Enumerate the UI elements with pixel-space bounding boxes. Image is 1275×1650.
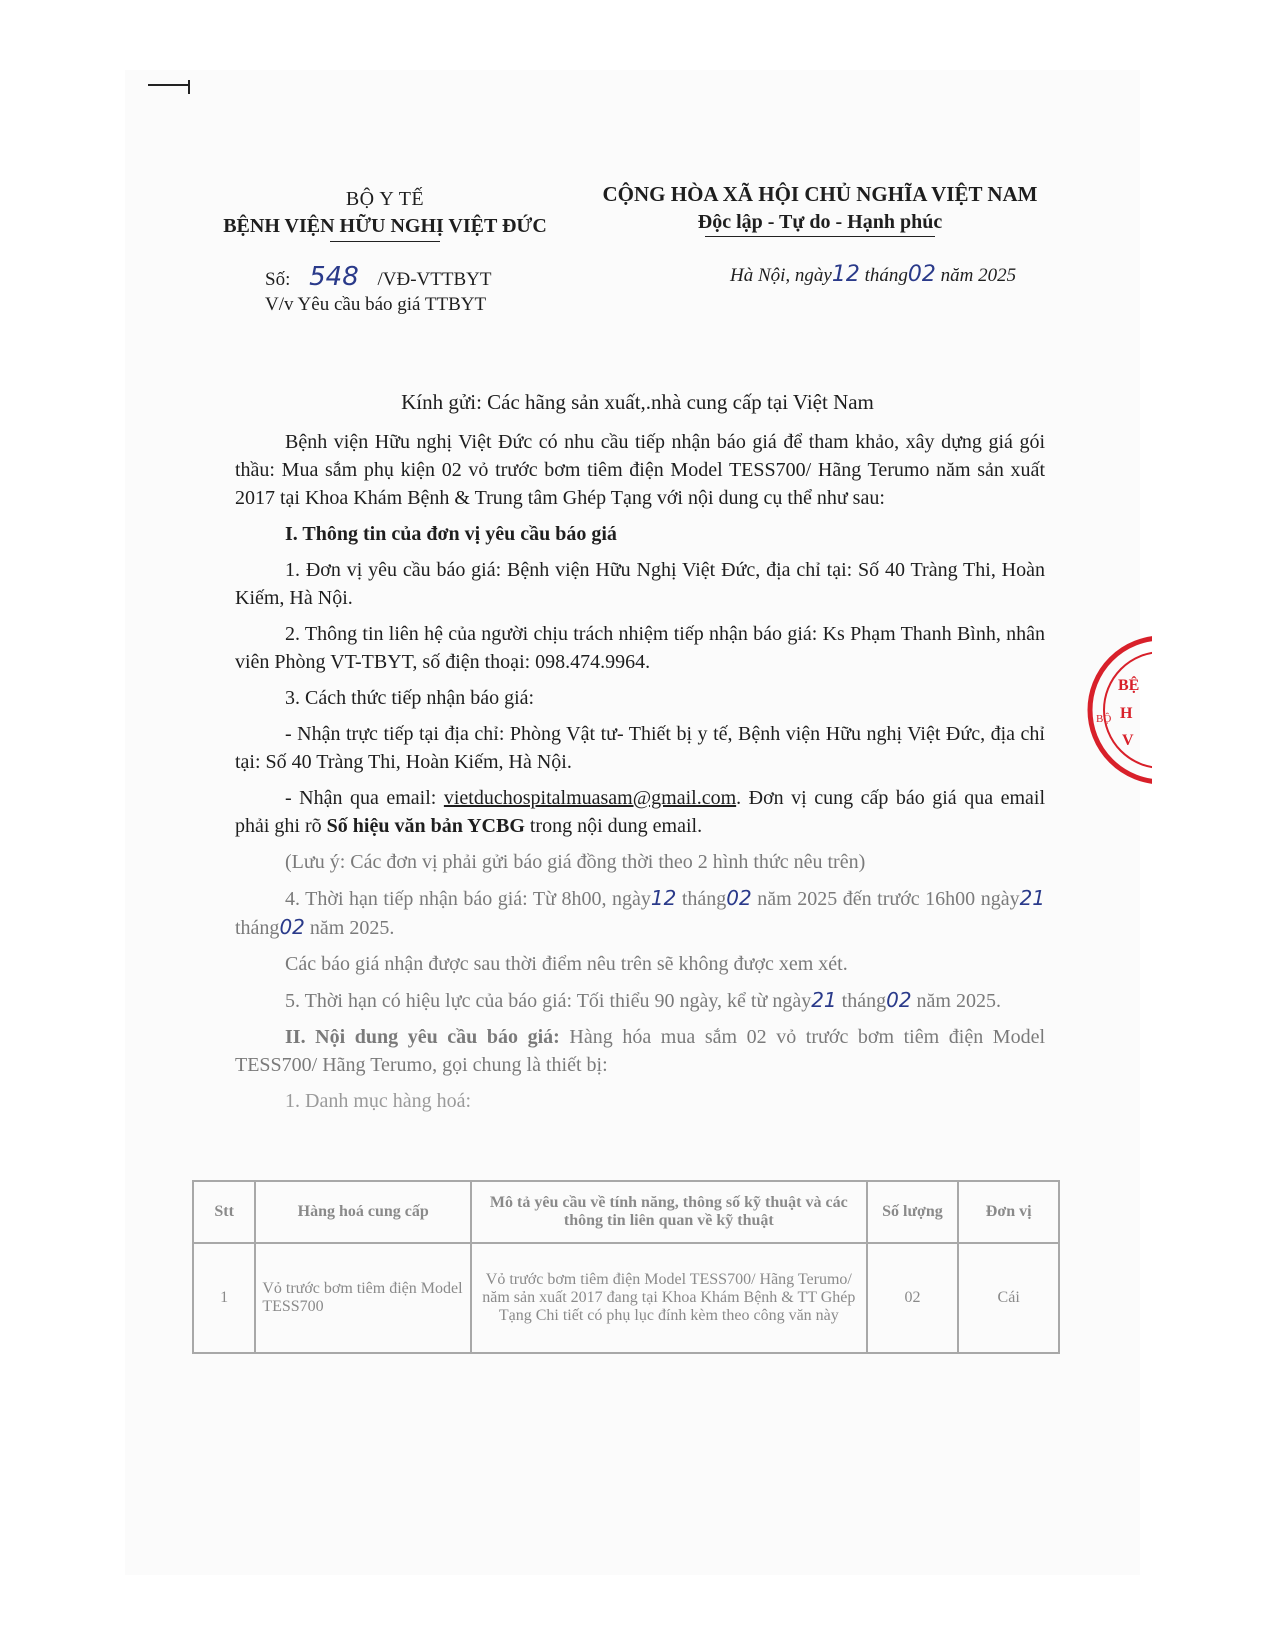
svg-text:H: H (1120, 705, 1133, 722)
document-body (235, 428, 1045, 1115)
item4-month-1: 02 (726, 886, 752, 910)
col-desc: Mô tả yêu cầu về tính năng, thông số kỹ thuật và các thông tin liên quan về kỹ thuật (471, 1181, 866, 1243)
national-header (600, 182, 1040, 237)
cell-desc: Vỏ trước bơm tiêm điện Model TESS700/ Hãng Terumo/ năm sản xuất 2017 đang tại Khoa Khám Bệnh & TT Ghép Tạng Chi tiết có phụ lục đính kèm theo công văn này (471, 1243, 866, 1353)
email-bold: Số hiệu văn bản YCBG (326, 815, 525, 837)
issuer-block (200, 188, 570, 242)
col-unit: Đơn vị (958, 1181, 1059, 1243)
item5-b: tháng (841, 990, 887, 1012)
margin-mark (188, 80, 190, 94)
date-line (730, 262, 1016, 287)
section-2-title: II. Nội dung yêu cầu báo giá: (285, 1026, 560, 1048)
margin-mark (148, 84, 190, 86)
section-1-item-4 (235, 884, 1045, 942)
email-mid: . Đơn vị cung cấp báo giá qua email phải ghi rõ (235, 787, 1045, 837)
item4-day-1: 12 (650, 886, 677, 910)
section-1-item-5 (235, 986, 1045, 1015)
svg-text:V: V (1122, 732, 1134, 749)
so-label: Số: (265, 269, 291, 290)
red-seal (1082, 630, 1152, 790)
date-day: 12 (831, 262, 860, 287)
note: (Lưu ý: Các đơn vị phải gửi báo giá đồng thời theo 2 hình thức nêu trên) (285, 851, 866, 873)
item4-e: tháng (235, 917, 280, 939)
col-stt: Stt (193, 1181, 255, 1243)
section-1-title: I. Thông tin của đơn vị yêu cầu báo giá (285, 523, 617, 545)
item4-f: năm 2025. (309, 917, 395, 939)
section-1-item-1: 1. Đơn vị yêu cầu báo giá: Bệnh viện Hữu Nghị Việt Đức, địa chỉ tại: Số 40 Tràng Thi, Hoàn Kiếm, Hà Nội. (235, 559, 1045, 609)
late-notice: Các báo giá nhận được sau thời điểm nêu trên sẽ không được xem xét. (285, 953, 848, 975)
section-2-item-1: 1. Danh mục hàng hoá: (285, 1090, 472, 1112)
item5-month: 02 (886, 988, 912, 1012)
cell-qty: 02 (867, 1243, 959, 1353)
date-year: năm 2025 (940, 265, 1017, 286)
item4-a: 4. Thời hạn tiếp nhận báo giá: Từ 8h00, ngày (285, 888, 651, 910)
email-suffix: trong nội dung email. (524, 815, 703, 837)
item4-b: tháng (681, 888, 727, 910)
date-month-label: tháng (864, 265, 908, 286)
motto: Độc lập - Tự do - Hạnh phúc (697, 211, 943, 233)
section-1-item-3a: - Nhận trực tiếp tại địa chỉ: Phòng Vật tư- Thiết bị y tế, Bệnh viện Hữu nghị Việt Đức, địa chỉ tại: Số 40 Tràng Thi, Hoàn Kiếm, Hà Nội. (235, 723, 1045, 773)
seal-graphic (1082, 630, 1152, 790)
item5-c: năm 2025. (916, 990, 1001, 1012)
email-link[interactable]: vietduchospitalmuasam@gmail.com (443, 787, 737, 809)
col-qty: Số lượng (867, 1181, 959, 1243)
section-1-item-2: 2. Thông tin liên hệ của người chịu trách nhiệm tiếp nhận báo giá: Ks Phạm Thanh Bình, nhân viên Phòng VT-TBYT, số điện thoại: 098.474.9964. (235, 623, 1045, 673)
section-1-item-3: 3. Cách thức tiếp nhận báo giá: (285, 687, 535, 709)
document-number (265, 262, 491, 292)
section-2-text: Hàng hóa mua sắm 02 vỏ trước bơm tiêm điện Model TESS700/ Hãng Terumo, gọi chung là thiết bị: (235, 1026, 1046, 1076)
cell-unit: Cái (958, 1243, 1059, 1353)
item4-day-2: 21 (1019, 886, 1046, 910)
item4-c: năm 2025 đến trước 16h00 ngày (757, 888, 1020, 910)
intro-paragraph: Bệnh viện Hữu nghị Việt Đức có nhu cầu tiếp nhận báo giá để tham khảo, xây dựng giá gói thầu: Mua sắm phụ kiện 02 vỏ trước bơm tiêm điện Model TESS700/ Hãng Terumo năm sản xuất 2017 tại Khoa Khám Bệnh & Trung tâm Ghép Tạng với nội dung cụ thể như sau: (235, 431, 1045, 509)
so-suffix: /VĐ-VTTBYT (377, 269, 492, 290)
date-month: 02 (907, 262, 936, 287)
section-1-item-3b (235, 784, 1045, 840)
cell-stt: 1 (193, 1243, 255, 1353)
republic-name: CỘNG HÒA XÃ HỘI CHỦ NGHĨA VIỆT NAM (602, 182, 1038, 206)
section-2 (235, 1023, 1045, 1079)
divider (330, 241, 440, 242)
table-header-row (193, 1181, 1059, 1243)
item5-day: 21 (811, 988, 837, 1012)
so-number: 548 (309, 262, 359, 292)
email-prefix: - Nhận qua email: (285, 787, 444, 809)
ministry-name: BỘ Y TẾ (345, 188, 425, 210)
item4-month-2: 02 (279, 915, 305, 939)
cell-goods: Vỏ trước bơm tiêm điện Model TESS700 (255, 1243, 471, 1353)
recipient-line: Kính gửi: Các hãng sản xuất,.nhà cung cấp tại Việt Nam (401, 390, 874, 414)
item5-a: 5. Thời hạn có hiệu lực của báo giá: Tối thiểu 90 ngày, kể từ ngày (285, 990, 812, 1012)
date-prefix: Hà Nội, ngày (730, 265, 832, 286)
svg-text:BỆ: BỆ (1118, 677, 1140, 694)
document-subject: V/v Yêu cầu báo giá TTBYT (265, 294, 487, 315)
hospital-name: BỆNH VIỆN HỮU NGHỊ VIỆT ĐỨC (223, 215, 547, 237)
goods-table (192, 1180, 1060, 1354)
col-goods: Hàng hoá cung cấp (255, 1181, 471, 1243)
divider (705, 236, 935, 237)
svg-text:BỘ: BỘ (1096, 713, 1112, 725)
table-row (193, 1243, 1059, 1353)
